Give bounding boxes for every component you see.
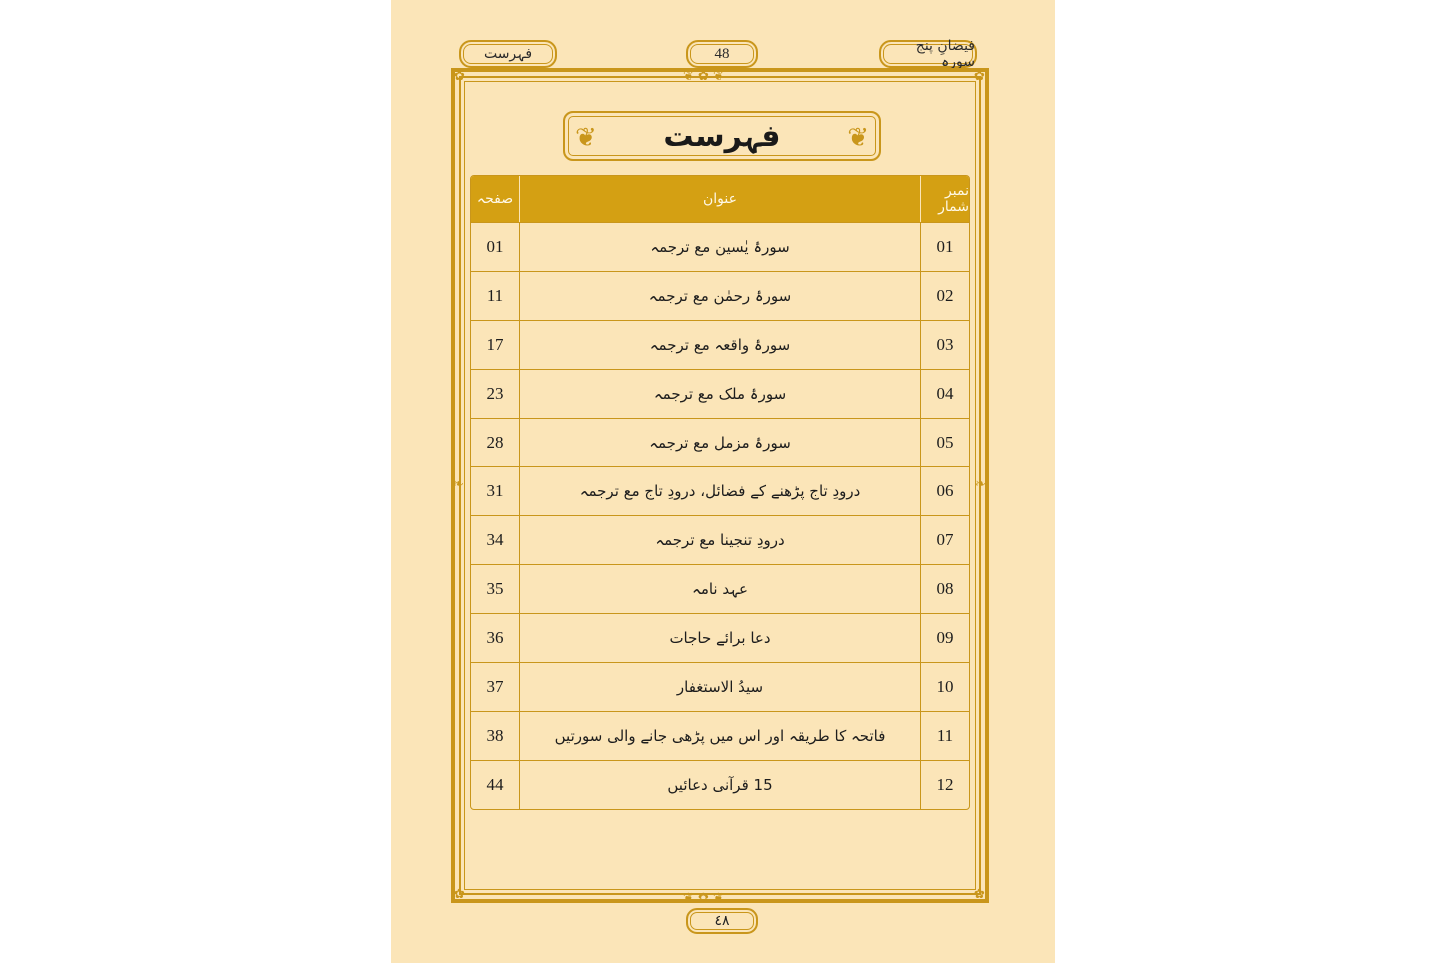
row-page: 36	[471, 614, 520, 662]
table-row	[471, 271, 969, 320]
row-topic: فاتحہ کا طریقہ اور اس میں پڑھی جانے والی سورتیں	[554, 726, 886, 745]
book-page	[391, 0, 1055, 963]
row-topic: سورۂ ملک مع ترجمہ	[653, 384, 787, 403]
table-row	[471, 613, 969, 662]
title-flourish-left-icon: ❦	[575, 123, 597, 153]
row-topic: سورۂ یٰسین مع ترجمہ	[650, 237, 790, 256]
row-number: 08	[920, 565, 969, 613]
table-row	[471, 711, 969, 760]
row-number: 07	[920, 516, 969, 564]
footer-page-number: ٤٨	[686, 908, 758, 934]
row-number: 06	[920, 467, 969, 515]
row-topic: درودِ تاج پڑھنے کے فضائل، درودِ تاج مع ترجمہ	[579, 482, 861, 501]
row-page: 11	[471, 272, 520, 320]
bottom-ornament: ❦ ✿ ❦	[683, 891, 724, 906]
table-row	[471, 418, 969, 467]
row-number: 04	[920, 370, 969, 418]
row-page: 01	[471, 223, 520, 271]
row-topic: سیدُ الاستغفار	[676, 677, 764, 696]
row-page: 31	[471, 467, 520, 515]
row-page: 37	[471, 663, 520, 711]
title-banner	[563, 111, 881, 161]
row-page: 23	[471, 370, 520, 418]
row-number: 09	[920, 614, 969, 662]
row-topic: سورۂ واقعہ مع ترجمہ	[649, 335, 791, 354]
row-page: 44	[471, 761, 520, 809]
header-number: نمبر شمار	[920, 176, 969, 222]
corner-ornament-tl: ✿	[454, 69, 465, 84]
row-number: 12	[920, 761, 969, 809]
table-row	[471, 564, 969, 613]
header-topic: عنوان	[703, 191, 737, 207]
side-ornament-left: ❧	[453, 477, 464, 492]
table-row	[471, 466, 969, 515]
table-row	[471, 760, 969, 809]
corner-ornament-tr: ✿	[974, 69, 985, 84]
title-flourish-right-icon: ❦	[847, 123, 869, 153]
row-number: 05	[920, 419, 969, 467]
row-number: 02	[920, 272, 969, 320]
header-section-label: فہرست	[459, 40, 557, 68]
row-number: 10	[920, 663, 969, 711]
row-page: 35	[471, 565, 520, 613]
contents-table	[470, 175, 970, 810]
header-page-number: 48	[686, 40, 758, 68]
row-topic: 15 قرآنی دعائیں	[667, 775, 773, 794]
table-row	[471, 662, 969, 711]
top-ornament: ❦ ✿ ❦	[683, 69, 724, 84]
row-page: 28	[471, 419, 520, 467]
table-row	[471, 369, 969, 418]
page-title: فہرست	[663, 118, 781, 154]
row-number: 01	[920, 223, 969, 271]
row-topic: سورۂ مزمل مع ترجمہ	[649, 433, 791, 452]
table-header	[471, 176, 969, 222]
header-book-title: فیضانِ پنج سورہ	[879, 40, 977, 68]
table-row	[471, 320, 969, 369]
row-page: 38	[471, 712, 520, 760]
row-topic: درودِ تنجینا مع ترجمہ	[655, 531, 785, 550]
row-number: 11	[920, 712, 969, 760]
corner-ornament-br: ✿	[974, 887, 985, 902]
row-page: 34	[471, 516, 520, 564]
row-number: 03	[920, 321, 969, 369]
table-row	[471, 515, 969, 564]
side-ornament-right: ❧	[975, 477, 986, 492]
header-page: صفحہ	[471, 176, 520, 222]
table-body	[471, 222, 969, 809]
corner-ornament-bl: ✿	[454, 887, 465, 902]
table-row	[471, 222, 969, 271]
row-topic: سورۂ رحمٰن مع ترجمہ	[648, 286, 792, 305]
row-topic: دعا برائے حاجات	[669, 629, 771, 648]
row-topic: عہد نامہ	[692, 580, 748, 599]
row-page: 17	[471, 321, 520, 369]
